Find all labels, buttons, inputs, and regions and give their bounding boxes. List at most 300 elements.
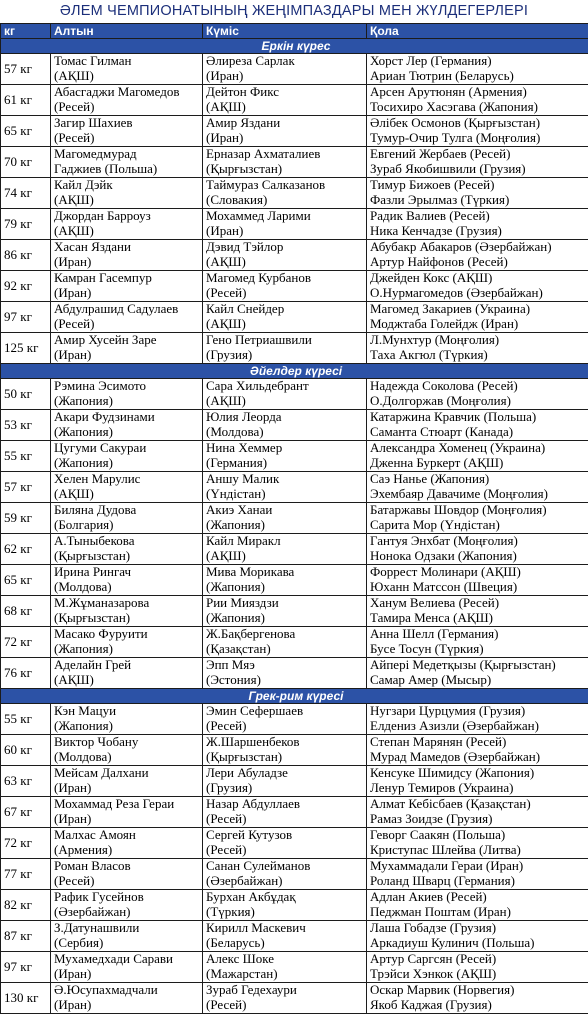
gold-line: Рэмина Эсимото (54, 379, 202, 394)
bronze-medalist-cell (367, 658, 588, 689)
weight-class: 63 кг (1, 766, 51, 797)
bronze-medalist-cell (367, 271, 588, 302)
bronze-medalist-cell (367, 209, 588, 240)
weight-class: 74 кг (1, 178, 51, 209)
silver-line: Юлия Леорда (206, 410, 366, 425)
bronze-line: Тумур-Очир Тулга (Моңғолия) (370, 131, 588, 146)
bronze-line: Самар Амер (Мысыр) (370, 673, 588, 688)
table-row (1, 828, 588, 859)
gold-line: А.Тыныбекова (54, 534, 202, 549)
silver-medalist-cell (203, 890, 367, 921)
table-row (1, 952, 588, 983)
column-header-silver: Күміс (203, 24, 367, 39)
silver-medalist-cell (203, 627, 367, 658)
gold-line: Томас Гилман (54, 54, 202, 69)
gold-line: Мейсам Далхани (54, 766, 202, 781)
bronze-line: Ленур Темиров (Украина) (370, 781, 588, 796)
gold-medalist-cell (51, 766, 203, 797)
table-row (1, 627, 588, 658)
silver-medalist-cell (203, 704, 367, 735)
silver-line: (Грузия) (206, 348, 366, 363)
bronze-line: Зураб Якобишвили (Грузия) (370, 162, 588, 177)
gold-line: (АҚШ) (54, 673, 202, 688)
silver-medalist-cell (203, 766, 367, 797)
bronze-line: Нугзари Цурцумия (Грузия) (370, 704, 588, 719)
silver-line: Нина Хеммер (206, 441, 366, 456)
gold-line: (АҚШ) (54, 224, 202, 239)
silver-line: (Жапония) (206, 580, 366, 595)
weight-class: 97 кг (1, 302, 51, 333)
bronze-line: О.Нурмагомедов (Әзербайжан) (370, 286, 588, 301)
silver-medalist-cell (203, 735, 367, 766)
bronze-medalist-cell (367, 766, 588, 797)
silver-medalist-cell (203, 85, 367, 116)
gold-medalist-cell (51, 704, 203, 735)
silver-medalist-cell (203, 859, 367, 890)
bronze-medalist-cell (367, 302, 588, 333)
silver-line: Эмин Сефершаев (206, 704, 366, 719)
gold-line: (Жапония) (54, 642, 202, 657)
gold-line: (АҚШ) (54, 487, 202, 502)
weight-class: 57 кг (1, 54, 51, 85)
silver-line: (Грузия) (206, 781, 366, 796)
silver-line: Дэвид Тэйлор (206, 240, 366, 255)
gold-line: (Жапония) (54, 456, 202, 471)
gold-medalist-cell (51, 859, 203, 890)
silver-line: Сара Хильдебрант (206, 379, 366, 394)
gold-line: (Иран) (54, 998, 202, 1013)
gold-line: (Иран) (54, 781, 202, 796)
bronze-medalist-cell (367, 859, 588, 890)
silver-line: Гено Петриашвили (206, 333, 366, 348)
silver-line: (АҚШ) (206, 549, 366, 564)
gold-line: (Иран) (54, 812, 202, 827)
silver-line: (Иран) (206, 224, 366, 239)
gold-line: Гаджиев (Польша) (54, 162, 202, 177)
silver-line: (АҚШ) (206, 317, 366, 332)
bronze-medalist-cell (367, 534, 588, 565)
table-row (1, 596, 588, 627)
bronze-line: Саманта Стюарт (Канада) (370, 425, 588, 440)
gold-line: (Болгария) (54, 518, 202, 533)
table-row (1, 302, 588, 333)
silver-line: Магомед Курбанов (206, 271, 366, 286)
weight-class: 97 кг (1, 952, 51, 983)
gold-line: Биляна Дудова (54, 503, 202, 518)
bronze-line: Эхембаяр Давачиме (Моңғолия) (370, 487, 588, 502)
table-row (1, 410, 588, 441)
table-row (1, 534, 588, 565)
silver-line: Эпп Мяэ (206, 658, 366, 673)
silver-line: Аншу Малик (206, 472, 366, 487)
bronze-medalist-cell (367, 890, 588, 921)
gold-medalist-cell (51, 178, 203, 209)
gold-medalist-cell (51, 54, 203, 85)
gold-line: Джордан Барроуз (54, 209, 202, 224)
bronze-medalist-cell (367, 565, 588, 596)
section-title: Еркін күрес (1, 39, 588, 54)
table-row (1, 54, 588, 85)
bronze-medalist-cell (367, 503, 588, 534)
silver-line: (Ресей) (206, 286, 366, 301)
table-row (1, 240, 588, 271)
bronze-line: Аркадиуш Кулинич (Польша) (370, 936, 588, 951)
gold-medalist-cell (51, 735, 203, 766)
table-row (1, 333, 588, 364)
silver-medalist-cell (203, 983, 367, 1014)
bronze-medalist-cell (367, 178, 588, 209)
bronze-line: Кенсуке Шимидсу (Жапония) (370, 766, 588, 781)
bronze-medalist-cell (367, 410, 588, 441)
silver-medalist-cell (203, 921, 367, 952)
column-header-row (1, 24, 588, 39)
weight-class: 82 кг (1, 890, 51, 921)
table-row (1, 147, 588, 178)
bronze-line: Оскар Марвик (Норвегия) (370, 983, 588, 998)
bronze-medalist-cell (367, 596, 588, 627)
gold-line: (Қырғызстан) (54, 611, 202, 626)
bronze-line: Моджтаба Голейдж (Иран) (370, 317, 588, 332)
bronze-line: Дженна Буркерт (АҚШ) (370, 456, 588, 471)
silver-line: Назар Абдуллаев (206, 797, 366, 812)
bronze-medalist-cell (367, 735, 588, 766)
gold-line: Кэн Мацуи (54, 704, 202, 719)
bronze-line: Елдениз Азизли (Әзербайжан) (370, 719, 588, 734)
gold-medalist-cell (51, 921, 203, 952)
table-row (1, 921, 588, 952)
gold-line: Акари Фудзинами (54, 410, 202, 425)
silver-medalist-cell (203, 797, 367, 828)
gold-line: (Сербия) (54, 936, 202, 951)
silver-line: (Ресей) (206, 719, 366, 734)
silver-medalist-cell (203, 240, 367, 271)
bronze-line: Радик Валиев (Ресей) (370, 209, 588, 224)
silver-medalist-cell (203, 271, 367, 302)
gold-line: (Иран) (54, 286, 202, 301)
silver-line: (Мажарстан) (206, 967, 366, 982)
silver-line: Кайл Миракл (206, 534, 366, 549)
gold-line: Загир Шахиев (54, 116, 202, 131)
gold-line: (Иран) (54, 255, 202, 270)
silver-line: (АҚШ) (206, 100, 366, 115)
gold-line: Камран Гасемпур (54, 271, 202, 286)
silver-medalist-cell (203, 116, 367, 147)
table-row (1, 271, 588, 302)
silver-line: Зураб Гедехаури (206, 983, 366, 998)
bronze-medalist-cell (367, 147, 588, 178)
bronze-line: Абубакр Абакаров (Әзербайжан) (370, 240, 588, 255)
bronze-line: Алмат Кебiсбаев (Қазақстан) (370, 797, 588, 812)
bronze-medalist-cell (367, 983, 588, 1014)
table-row (1, 209, 588, 240)
silver-medalist-cell (203, 333, 367, 364)
bronze-line: Батаржавы Шовдор (Моңғолия) (370, 503, 588, 518)
bronze-line: Л.Мунхтур (Моңғолия) (370, 333, 588, 348)
weight-class: 68 кг (1, 596, 51, 627)
silver-line: Акиэ Ханаи (206, 503, 366, 518)
bronze-line: Педжман Пoштам (Иран) (370, 905, 588, 920)
weight-class: 53 кг (1, 410, 51, 441)
bronze-line: Тимур Бижоев (Ресей) (370, 178, 588, 193)
silver-line: Ерназар Ахматалиев (206, 147, 366, 162)
weight-class: 70 кг (1, 147, 51, 178)
gold-line: Малхас Амоян (54, 828, 202, 843)
silver-line: (Иран) (206, 131, 366, 146)
weight-class: 77 кг (1, 859, 51, 890)
table-row (1, 178, 588, 209)
table-row (1, 503, 588, 534)
silver-medalist-cell (203, 209, 367, 240)
weight-class: 57 кг (1, 472, 51, 503)
silver-line: (Ресей) (206, 998, 366, 1013)
silver-line: Лери Абуладзе (206, 766, 366, 781)
bronze-line: Бусе Тосун (Түркия) (370, 642, 588, 657)
silver-line: Кайл Снейдер (206, 302, 366, 317)
weight-class: 65 кг (1, 565, 51, 596)
bronze-line: О.Долгоржав (Моңғолия) (370, 394, 588, 409)
silver-medalist-cell (203, 596, 367, 627)
gold-line: (Ресей) (54, 100, 202, 115)
silver-line: Дейтон Фикс (206, 85, 366, 100)
bronze-medalist-cell (367, 921, 588, 952)
bronze-line: Анна Шелл (Германия) (370, 627, 588, 642)
bronze-medalist-cell (367, 828, 588, 859)
weight-class: 55 кг (1, 441, 51, 472)
gold-line: Виктор Чобану (54, 735, 202, 750)
bronze-medalist-cell (367, 797, 588, 828)
gold-line: Мохаммад Реза Гераи (54, 797, 202, 812)
bronze-line: Магомед Закариев (Украина) (370, 302, 588, 317)
section-header (1, 689, 588, 704)
gold-medalist-cell (51, 441, 203, 472)
table-row (1, 441, 588, 472)
silver-medalist-cell (203, 658, 367, 689)
section-title: Әйелдер күресі (1, 364, 588, 379)
gold-medalist-cell (51, 271, 203, 302)
weight-class: 62 кг (1, 534, 51, 565)
silver-medalist-cell (203, 472, 367, 503)
gold-line: Аделайн Грей (54, 658, 202, 673)
silver-line: (Ресей) (206, 812, 366, 827)
silver-line: Мохаммед Ларими (206, 209, 366, 224)
table-row (1, 704, 588, 735)
silver-medalist-cell (203, 379, 367, 410)
weight-class: 86 кг (1, 240, 51, 271)
table-row (1, 565, 588, 596)
bronze-line: Роланд Шварц (Германия) (370, 874, 588, 889)
silver-line: (Эстония) (206, 673, 366, 688)
gold-medalist-cell (51, 952, 203, 983)
silver-line: (Үндістан) (206, 487, 366, 502)
bronze-line: Сарита Мор (Үндістан) (370, 518, 588, 533)
gold-medalist-cell (51, 240, 203, 271)
silver-line: Ж.Шаршенбеков (206, 735, 366, 750)
gold-medalist-cell (51, 333, 203, 364)
gold-line: (Ресей) (54, 131, 202, 146)
gold-line: (АҚШ) (54, 69, 202, 84)
bronze-line: Ника Кенчадзе (Грузия) (370, 224, 588, 239)
silver-line: (Қырғызстан) (206, 162, 366, 177)
silver-medalist-cell (203, 952, 367, 983)
bronze-medalist-cell (367, 472, 588, 503)
silver-medalist-cell (203, 441, 367, 472)
silver-medalist-cell (203, 147, 367, 178)
gold-line: Роман Власов (54, 859, 202, 874)
table-row (1, 983, 588, 1014)
weight-class: 92 кг (1, 271, 51, 302)
silver-line: (Жапония) (206, 518, 366, 533)
silver-line: Сергей Кутузов (206, 828, 366, 843)
silver-medalist-cell (203, 302, 367, 333)
silver-line: (Германия) (206, 456, 366, 471)
gold-medalist-cell (51, 627, 203, 658)
silver-medalist-cell (203, 54, 367, 85)
gold-line: (Армения) (54, 843, 202, 858)
silver-line: (Молдова) (206, 425, 366, 440)
silver-line: (Беларусь) (206, 936, 366, 951)
bronze-line: Катаржина Кравчик (Польша) (370, 410, 588, 425)
gold-line: (АҚШ) (54, 193, 202, 208)
section-title: Грек-рим күресі (1, 689, 588, 704)
bronze-line: Әлібек Осмонов (Қырғызстан) (370, 116, 588, 131)
bronze-line: Артур Саргсян (Ресей) (370, 952, 588, 967)
gold-line: (Иран) (54, 967, 202, 982)
table-row (1, 735, 588, 766)
silver-line: (Қырғызстан) (206, 750, 366, 765)
gold-line: (Ресей) (54, 317, 202, 332)
weight-class: 59 кг (1, 503, 51, 534)
bronze-line: Гантуя Энхбат (Моңғолия) (370, 534, 588, 549)
weight-class: 67 кг (1, 797, 51, 828)
gold-line: М.Жұманазарова (54, 596, 202, 611)
silver-medalist-cell (203, 828, 367, 859)
page-title: ӘЛЕМ ЧЕМПИОНАТЫНЫҢ ЖЕҢІМПАЗДАРЫ МЕН ЖҮЛДЕГЕРЛЕРІ (0, 0, 588, 23)
gold-line: (Жапония) (54, 394, 202, 409)
bronze-medalist-cell (367, 379, 588, 410)
column-header-gold: Алтын (51, 24, 203, 39)
silver-line: Кирилл Маскевич (206, 921, 366, 936)
gold-line: Абасгаджи Магомедов (54, 85, 202, 100)
gold-medalist-cell (51, 410, 203, 441)
gold-medalist-cell (51, 302, 203, 333)
weight-class: 87 кг (1, 921, 51, 952)
bronze-line: Лаша Гобадзе (Грузия) (370, 921, 588, 936)
bronze-line: Артур Найфонов (Ресей) (370, 255, 588, 270)
bronze-line: Саэ Нанье (Жапония) (370, 472, 588, 487)
column-header-bronze: Қола (367, 24, 588, 39)
bronze-line: Ариан Тютрин (Беларусь) (370, 69, 588, 84)
table-row (1, 85, 588, 116)
gold-line: Магомедмурад (54, 147, 202, 162)
bronze-line: Геворг Саакян (Польша) (370, 828, 588, 843)
section-header (1, 364, 588, 379)
bronze-line: Хорст Лер (Германия) (370, 54, 588, 69)
weight-class: 125 кг (1, 333, 51, 364)
bronze-line: Таха Акгюл (Түркия) (370, 348, 588, 363)
bronze-medalist-cell (367, 54, 588, 85)
silver-line: Әлиреза Сарлак (206, 54, 366, 69)
silver-line: (Словакия) (206, 193, 366, 208)
bronze-line: Надежда Соколова (Ресей) (370, 379, 588, 394)
bronze-medalist-cell (367, 704, 588, 735)
gold-line: Цугуми Сакураи (54, 441, 202, 456)
gold-medalist-cell (51, 85, 203, 116)
weight-class: 72 кг (1, 828, 51, 859)
silver-line: (Ресей) (206, 843, 366, 858)
silver-line: (Қазақстан) (206, 642, 366, 657)
gold-line: Ирина Рингач (54, 565, 202, 580)
gold-line: (Қырғызстан) (54, 549, 202, 564)
gold-medalist-cell (51, 983, 203, 1014)
table-row (1, 658, 588, 689)
silver-line: Бурхан Акбұдақ (206, 890, 366, 905)
bronze-medalist-cell (367, 333, 588, 364)
silver-line: Алекс Шоке (206, 952, 366, 967)
gold-medalist-cell (51, 209, 203, 240)
bronze-line: Александра Хоменец (Украина) (370, 441, 588, 456)
silver-line: (Иран) (206, 69, 366, 84)
silver-line: (Түркия) (206, 905, 366, 920)
silver-medalist-cell (203, 410, 367, 441)
gold-medalist-cell (51, 379, 203, 410)
gold-line: Хелен Марулис (54, 472, 202, 487)
bronze-line: Мурад Мамедов (Әзербайжан) (370, 750, 588, 765)
gold-medalist-cell (51, 890, 203, 921)
gold-line: (Жапония) (54, 425, 202, 440)
gold-line: Амир Хусейн Заре (54, 333, 202, 348)
silver-line: Таймураз Салказанов (206, 178, 366, 193)
bronze-line: Айперi Медетқызы (Қырғызстан) (370, 658, 588, 673)
gold-line: Масако Фуруити (54, 627, 202, 642)
bronze-line: Криступас Шлейва (Литва) (370, 843, 588, 858)
weight-class: 76 кг (1, 658, 51, 689)
bronze-line: Рамаз Зоидзе (Грузия) (370, 812, 588, 827)
silver-medalist-cell (203, 178, 367, 209)
table-row (1, 116, 588, 147)
gold-medalist-cell (51, 565, 203, 596)
weight-class: 50 кг (1, 379, 51, 410)
table-row (1, 859, 588, 890)
gold-line: Абдулрашид Садулаев (54, 302, 202, 317)
silver-line: Санан Сулейманов (206, 859, 366, 874)
gold-line: (Әзербайжан) (54, 905, 202, 920)
gold-medalist-cell (51, 658, 203, 689)
bronze-line: Степан Марянян (Ресей) (370, 735, 588, 750)
weight-class: 61 кг (1, 85, 51, 116)
bronze-line: Юханн Матссон (Швеция) (370, 580, 588, 595)
gold-line: Рафик Гусейнов (54, 890, 202, 905)
gold-line: З.Датунашвили (54, 921, 202, 936)
bronze-line: Ханум Велиева (Ресей) (370, 596, 588, 611)
bronze-line: Мухаммадали Гераи (Иран) (370, 859, 588, 874)
gold-line: Кайл Дэйк (54, 178, 202, 193)
bronze-line: Фазли Эрылмаз (Түркия) (370, 193, 588, 208)
bronze-medalist-cell (367, 441, 588, 472)
gold-medalist-cell (51, 116, 203, 147)
gold-line: (Жапония) (54, 719, 202, 734)
gold-medalist-cell (51, 147, 203, 178)
silver-medalist-cell (203, 534, 367, 565)
silver-line: Амир Яздани (206, 116, 366, 131)
table-row (1, 472, 588, 503)
table-row (1, 379, 588, 410)
bronze-medalist-cell (367, 240, 588, 271)
bronze-line: Трэйси Хэнкок (АҚШ) (370, 967, 588, 982)
section-header (1, 39, 588, 54)
silver-line: (Жапония) (206, 611, 366, 626)
silver-line: Рии Мияздзи (206, 596, 366, 611)
results-table (0, 23, 588, 1014)
